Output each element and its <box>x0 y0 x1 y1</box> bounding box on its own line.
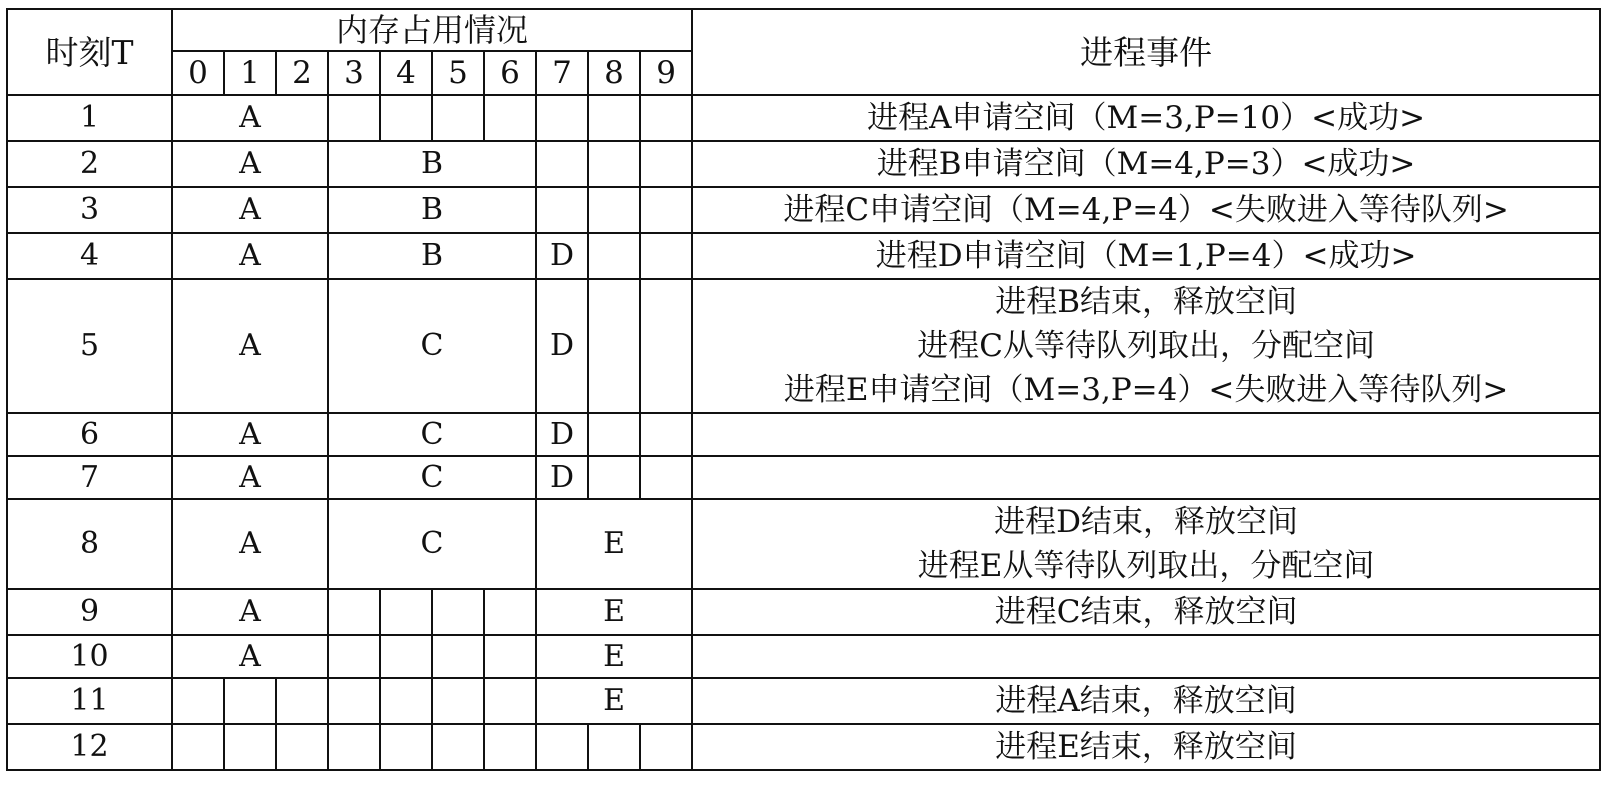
memory-free-cell <box>328 95 380 141</box>
memory-block-c: C <box>328 456 536 499</box>
memory-free-cell <box>172 724 224 770</box>
memory-free-cell <box>432 95 484 141</box>
memory-free-cell <box>640 724 692 770</box>
memory-free-cell <box>484 678 536 724</box>
memory-column-6: 6 <box>484 51 536 95</box>
event-cell <box>692 635 1600 678</box>
event-cell <box>692 95 1600 141</box>
memory-column-1: 1 <box>224 51 276 95</box>
time-cell: 8 <box>7 499 172 589</box>
memory-free-cell <box>224 724 276 770</box>
event-cell <box>692 499 1600 589</box>
memory-free-cell <box>588 233 640 279</box>
memory-free-cell <box>380 724 432 770</box>
memory-free-cell <box>536 95 588 141</box>
table-row <box>7 95 1600 141</box>
memory-free-cell <box>640 279 692 413</box>
memory-block-d: D <box>536 233 588 279</box>
event-line: 进程C从等待队列取出，分配空间 <box>917 328 1375 364</box>
memory-free-cell <box>328 724 380 770</box>
memory-block-b: B <box>328 187 536 233</box>
memory-free-cell <box>484 724 536 770</box>
memory-block-a: A <box>172 95 328 141</box>
event-cell <box>692 413 1600 456</box>
memory-free-cell <box>432 678 484 724</box>
memory-block-a: A <box>172 279 328 413</box>
time-cell: 12 <box>7 724 172 770</box>
memory-free-cell <box>588 279 640 413</box>
event-line: 进程D申请空间（M=1,P=4）<成功> <box>875 238 1417 274</box>
event-cell <box>692 187 1600 233</box>
memory-free-cell <box>380 678 432 724</box>
time-header: 时刻T <box>7 9 172 95</box>
event-line: 进程A结束，释放空间 <box>995 683 1297 719</box>
memory-free-cell <box>432 724 484 770</box>
event-cell <box>692 279 1600 413</box>
memory-block-e: E <box>536 499 692 589</box>
memory-free-cell <box>328 678 380 724</box>
memory-free-cell <box>640 413 692 456</box>
memory-block-c: C <box>328 413 536 456</box>
table-row <box>7 456 1600 499</box>
memory-block-a: A <box>172 589 328 635</box>
time-cell: 11 <box>7 678 172 724</box>
time-cell: 10 <box>7 635 172 678</box>
memory-free-cell <box>276 678 328 724</box>
event-line: 进程E从等待队列取出，分配空间 <box>917 548 1375 584</box>
memory-free-cell <box>328 635 380 678</box>
time-cell: 2 <box>7 141 172 187</box>
time-cell: 6 <box>7 413 172 456</box>
event-line: 进程E申请空间（M=3,P=4）<失败进入等待队列> <box>783 372 1509 408</box>
memory-column-2: 2 <box>276 51 328 95</box>
event-cell <box>692 589 1600 635</box>
memory-block-a: A <box>172 233 328 279</box>
memory-free-cell <box>536 187 588 233</box>
time-cell: 9 <box>7 589 172 635</box>
memory-free-cell <box>640 141 692 187</box>
table-row <box>7 187 1600 233</box>
memory-column-7: 7 <box>536 51 588 95</box>
memory-free-cell <box>484 635 536 678</box>
memory-block-e: E <box>536 635 692 678</box>
memory-free-cell <box>484 589 536 635</box>
time-cell: 7 <box>7 456 172 499</box>
memory-free-cell <box>432 635 484 678</box>
memory-column-3: 3 <box>328 51 380 95</box>
time-cell: 3 <box>7 187 172 233</box>
time-cell: 5 <box>7 279 172 413</box>
memory-block-e: E <box>536 589 692 635</box>
memory-free-cell <box>432 589 484 635</box>
event-line: 进程B申请空间（M=4,P=3）<成功> <box>876 146 1416 182</box>
memory-free-cell <box>640 233 692 279</box>
memory-free-cell <box>588 95 640 141</box>
memory-block-a: A <box>172 635 328 678</box>
memory-free-cell <box>588 141 640 187</box>
memory-block-a: A <box>172 413 328 456</box>
event-cell <box>692 678 1600 724</box>
memory-free-cell <box>536 724 588 770</box>
memory-free-cell <box>588 187 640 233</box>
memory-free-cell <box>328 589 380 635</box>
memory-free-cell <box>484 95 536 141</box>
memory-free-cell <box>224 678 276 724</box>
memory-block-e: E <box>536 678 692 724</box>
memory-block-c: C <box>328 499 536 589</box>
time-cell: 4 <box>7 233 172 279</box>
event-cell <box>692 456 1600 499</box>
memory-free-cell <box>588 413 640 456</box>
memory-free-cell <box>380 589 432 635</box>
event-line: 进程D结束，释放空间 <box>994 504 1299 540</box>
table-row <box>7 279 1600 413</box>
event-line: 进程B结束，释放空间 <box>995 284 1297 320</box>
event-line: 进程C结束，释放空间 <box>994 594 1298 630</box>
memory-free-cell <box>380 635 432 678</box>
memory-free-cell <box>588 456 640 499</box>
table-row <box>7 635 1600 678</box>
memory-free-cell <box>640 456 692 499</box>
memory-free-cell <box>588 724 640 770</box>
memory-block-d: D <box>536 456 588 499</box>
event-cell <box>692 233 1600 279</box>
memory-block-a: A <box>172 187 328 233</box>
table-row <box>7 499 1600 589</box>
event-cell <box>692 724 1600 770</box>
memory-block-b: B <box>328 141 536 187</box>
memory-block-b: B <box>328 233 536 279</box>
table-row <box>7 678 1600 724</box>
memory-usage-header: 内存占用情况 <box>172 9 692 51</box>
table-row <box>7 233 1600 279</box>
table-row <box>7 724 1600 770</box>
table-row <box>7 141 1600 187</box>
memory-column-8: 8 <box>588 51 640 95</box>
table-row <box>7 589 1600 635</box>
memory-free-cell <box>536 141 588 187</box>
memory-block-d: D <box>536 413 588 456</box>
memory-block-d: D <box>536 279 588 413</box>
memory-block-a: A <box>172 456 328 499</box>
memory-free-cell <box>172 678 224 724</box>
memory-block-c: C <box>328 279 536 413</box>
event-line: 进程A申请空间（M=3,P=10）<成功> <box>867 100 1426 136</box>
memory-column-4: 4 <box>380 51 432 95</box>
process-event-header: 进程事件 <box>692 9 1600 95</box>
memory-block-a: A <box>172 499 328 589</box>
event-line: 进程C申请空间（M=4,P=4）<失败进入等待队列> <box>783 192 1509 228</box>
memory-column-0: 0 <box>172 51 224 95</box>
event-cell <box>692 141 1600 187</box>
memory-column-5: 5 <box>432 51 484 95</box>
memory-allocation-table <box>6 8 1601 771</box>
memory-free-cell <box>380 95 432 141</box>
event-line: 进程E结束，释放空间 <box>995 729 1297 765</box>
memory-column-9: 9 <box>640 51 692 95</box>
memory-block-a: A <box>172 141 328 187</box>
memory-free-cell <box>276 724 328 770</box>
memory-free-cell <box>640 187 692 233</box>
memory-free-cell <box>640 95 692 141</box>
table-row <box>7 413 1600 456</box>
time-cell: 1 <box>7 95 172 141</box>
